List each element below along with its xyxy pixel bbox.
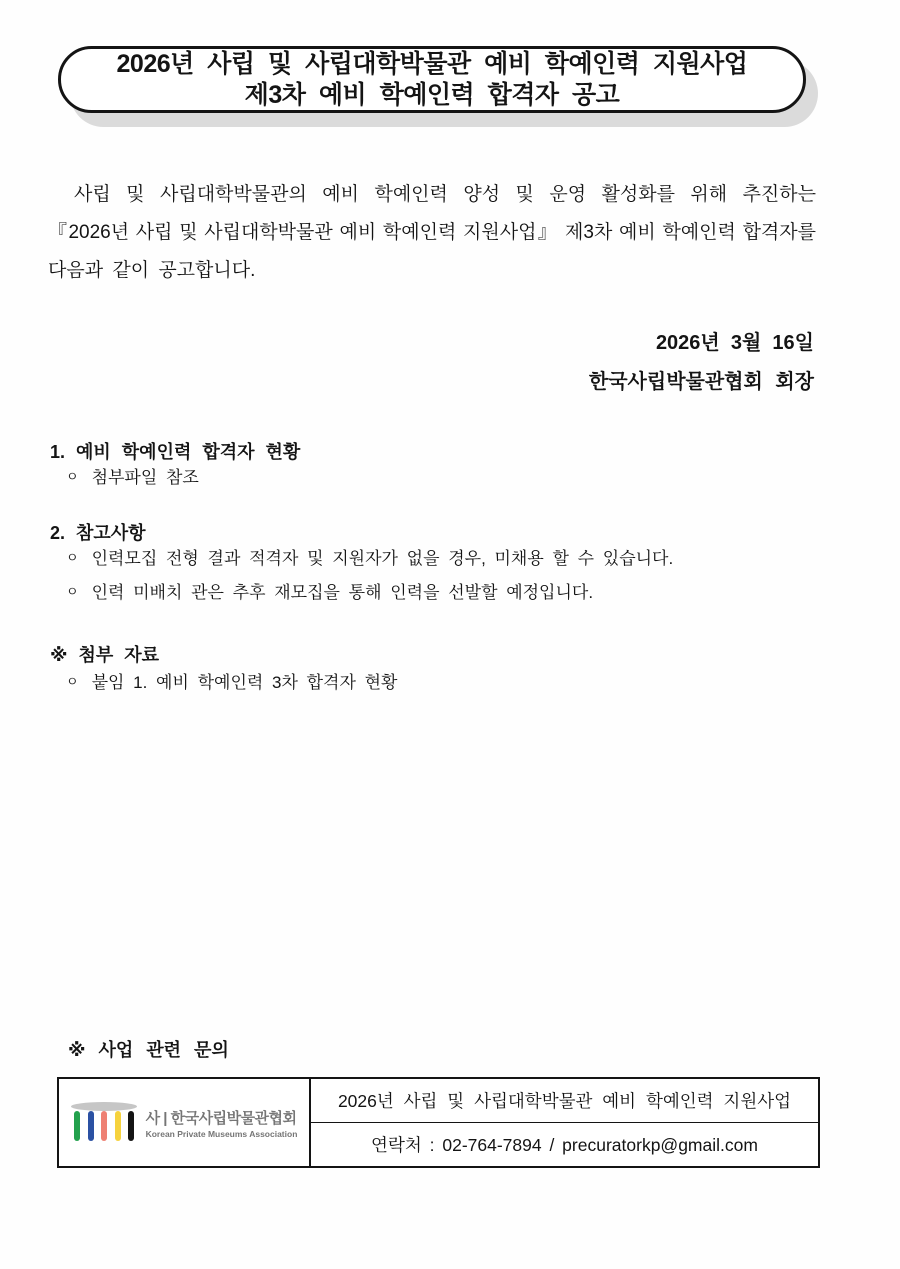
bullet-circle-icon: ㅇ	[66, 584, 79, 599]
bullet-circle-icon: ㅇ	[66, 674, 79, 689]
association-logo	[59, 1079, 311, 1166]
issuer-name: 한국사립박물관협회 회장	[588, 371, 814, 393]
title-line-1: 2026년 사립 및 사립대학박물관 예비 학예인력 지원사업	[116, 49, 748, 78]
logo-pillar-black-icon	[128, 1111, 134, 1141]
attachment-section-heading: ※ 첨부 자료	[50, 645, 160, 665]
intro-line-1: 사립 및 사립대학박물관의 예비 학예인력 양성 및 운영 활성화를 위해 추진하는	[74, 184, 816, 205]
announcement-date: 2026년 3월 16일	[655, 332, 814, 354]
section-2-item-1	[66, 544, 673, 569]
section-2-item-2	[66, 578, 593, 603]
intro-line-2: 『2026년 사립 및 사립대학박물관 예비 학예인력 지원사업』 제3차 예비 학예인력 합격자를	[48, 222, 816, 243]
program-name-cell: 2026년 사립 및 사립대학박물관 예비 학예인력 지원사업	[311, 1079, 818, 1123]
attachment-item-1	[66, 668, 397, 693]
section-2-heading: 2. 참고사항	[50, 523, 146, 543]
museum-logo-roof-icon	[71, 1102, 137, 1111]
contact-section-heading: ※ 사업 관련 문의	[68, 1040, 229, 1060]
section-2-item-2-text: 인력 미배치 관은 추후 재모집을 통해 인력을 선발할 예정입니다.	[91, 583, 594, 602]
section-2-item-1-text: 인력모집 전형 결과 적격자 및 지원자가 없을 경우, 미채용 할 수 있습니다.	[91, 549, 674, 568]
contact-info-cell: 연락처 : 02-764-7894 / precuratorkp@gmail.com	[371, 1134, 758, 1155]
logo-text-block	[146, 1107, 298, 1139]
attachment-item-1-text: 붙임 1. 예비 학예인력 3차 합격자 현황	[91, 673, 398, 692]
logo-pillar-blue-icon	[88, 1111, 94, 1141]
section-1-item-1-text: 첨부파일 참조	[91, 468, 199, 487]
bullet-circle-icon: ㅇ	[66, 469, 79, 484]
logo-korean-name: 사 | 한국사립박물관협회	[145, 1109, 297, 1127]
logo-pillar-coral-icon	[101, 1111, 107, 1141]
intro-line-3: 다음과 같이 공고합니다.	[48, 260, 256, 281]
logo-english-name: Korean Private Museums Association	[145, 1128, 298, 1139]
museum-logo-mark	[71, 1102, 137, 1144]
section-1-item-1	[66, 463, 199, 488]
bullet-circle-icon: ㅇ	[66, 550, 79, 565]
logo-pillar-yellow-icon	[115, 1111, 121, 1141]
title-line-2: 제3차 예비 학예인력 합격자 공고	[244, 80, 620, 109]
contact-table	[57, 1077, 820, 1168]
logo-pillar-green-icon	[74, 1111, 80, 1141]
title-banner	[58, 46, 806, 113]
intro-paragraph	[48, 176, 816, 290]
section-1-heading: 1. 예비 학예인력 합격자 현황	[50, 442, 301, 462]
signature-block	[589, 324, 814, 402]
